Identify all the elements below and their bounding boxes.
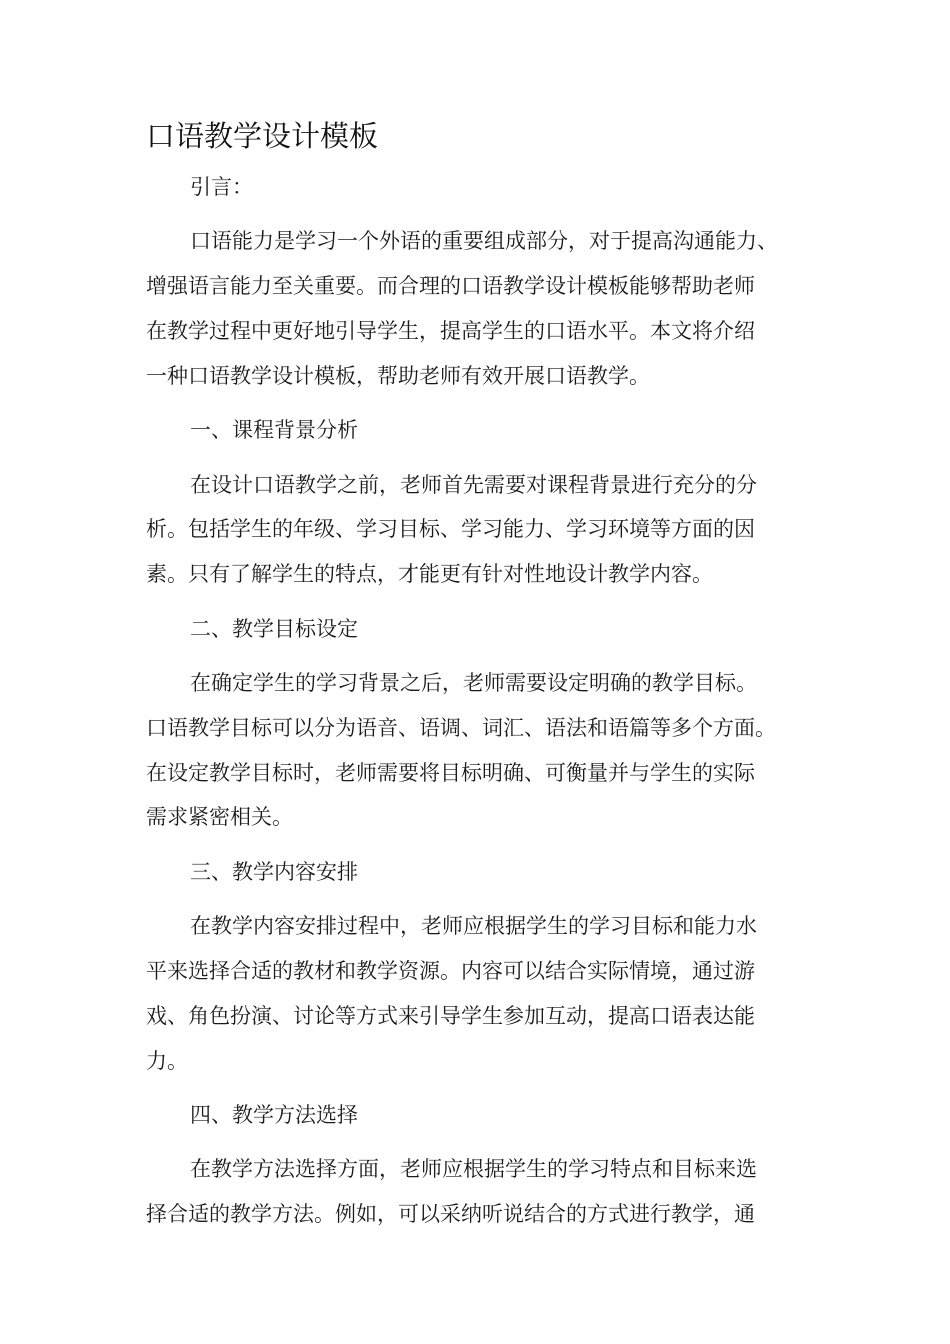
paragraph-line: 戏、角色扮演、讨论等方式来引导学生参加互动，提高口语表达能 xyxy=(146,1003,755,1028)
section-heading: 二、教学目标设定 xyxy=(190,616,358,641)
paragraph xyxy=(146,661,816,840)
section-heading: 四、教学方法选择 xyxy=(190,1102,358,1127)
paragraph-line: 析。包括学生的年级、学习目标、学习能力、学习环境等方面的因 xyxy=(146,517,755,542)
paragraph-line: 口语教学目标可以分为语音、语调、词汇、语法和语篇等多个方面。 xyxy=(146,715,776,740)
paragraph xyxy=(146,1147,816,1237)
paragraph xyxy=(146,904,816,1083)
paragraph-line: 力。 xyxy=(146,1048,188,1073)
paragraph-line: 平来选择合适的教材和教学资源。内容可以结合实际情境，通过游 xyxy=(146,958,755,983)
paragraph xyxy=(146,219,816,398)
section-heading: 引言： xyxy=(190,175,253,199)
paragraph-line: 在设计口语教学之前，老师首先需要对课程背景进行充分的分 xyxy=(190,472,757,497)
paragraph-line: 择合适的教学方法。例如，可以采纳听说结合的方式进行教学，通 xyxy=(146,1202,755,1227)
document-title: 口语教学设计模板 xyxy=(146,119,379,153)
paragraph-line: 口语能力是学习一个外语的重要组成部分，对于提高沟通能力、 xyxy=(190,229,778,254)
section-heading: 一、课程背景分析 xyxy=(190,418,358,443)
paragraph-line: 在确定学生的学习背景之后，老师需要设定明确的教学目标。 xyxy=(190,670,757,695)
paragraph-line: 增强语言能力至关重要。而合理的口语教学设计模板能够帮助老师 xyxy=(146,274,755,299)
paragraph-line: 一种口语教学设计模板，帮助老师有效开展口语教学。 xyxy=(146,363,650,388)
paragraph-line: 在教学方法选择方面，老师应根据学生的学习特点和目标来选 xyxy=(190,1157,757,1182)
section-heading: 三、教学内容安排 xyxy=(190,859,358,884)
paragraph xyxy=(146,463,816,597)
paragraph-line: 在教学过程中更好地引导学生，提高学生的口语水平。本文将介绍 xyxy=(146,318,755,343)
paragraph-line: 在设定教学目标时，老师需要将目标明确、可衡量并与学生的实际 xyxy=(146,760,755,785)
paragraph-line: 在教学内容安排过程中，老师应根据学生的学习目标和能力水 xyxy=(190,914,757,939)
paragraph-line: 素。只有了解学生的特点，才能更有针对性地设计教学内容。 xyxy=(146,562,713,587)
paragraph-line: 需求紧密相关。 xyxy=(146,805,293,830)
document-body xyxy=(146,165,816,1246)
